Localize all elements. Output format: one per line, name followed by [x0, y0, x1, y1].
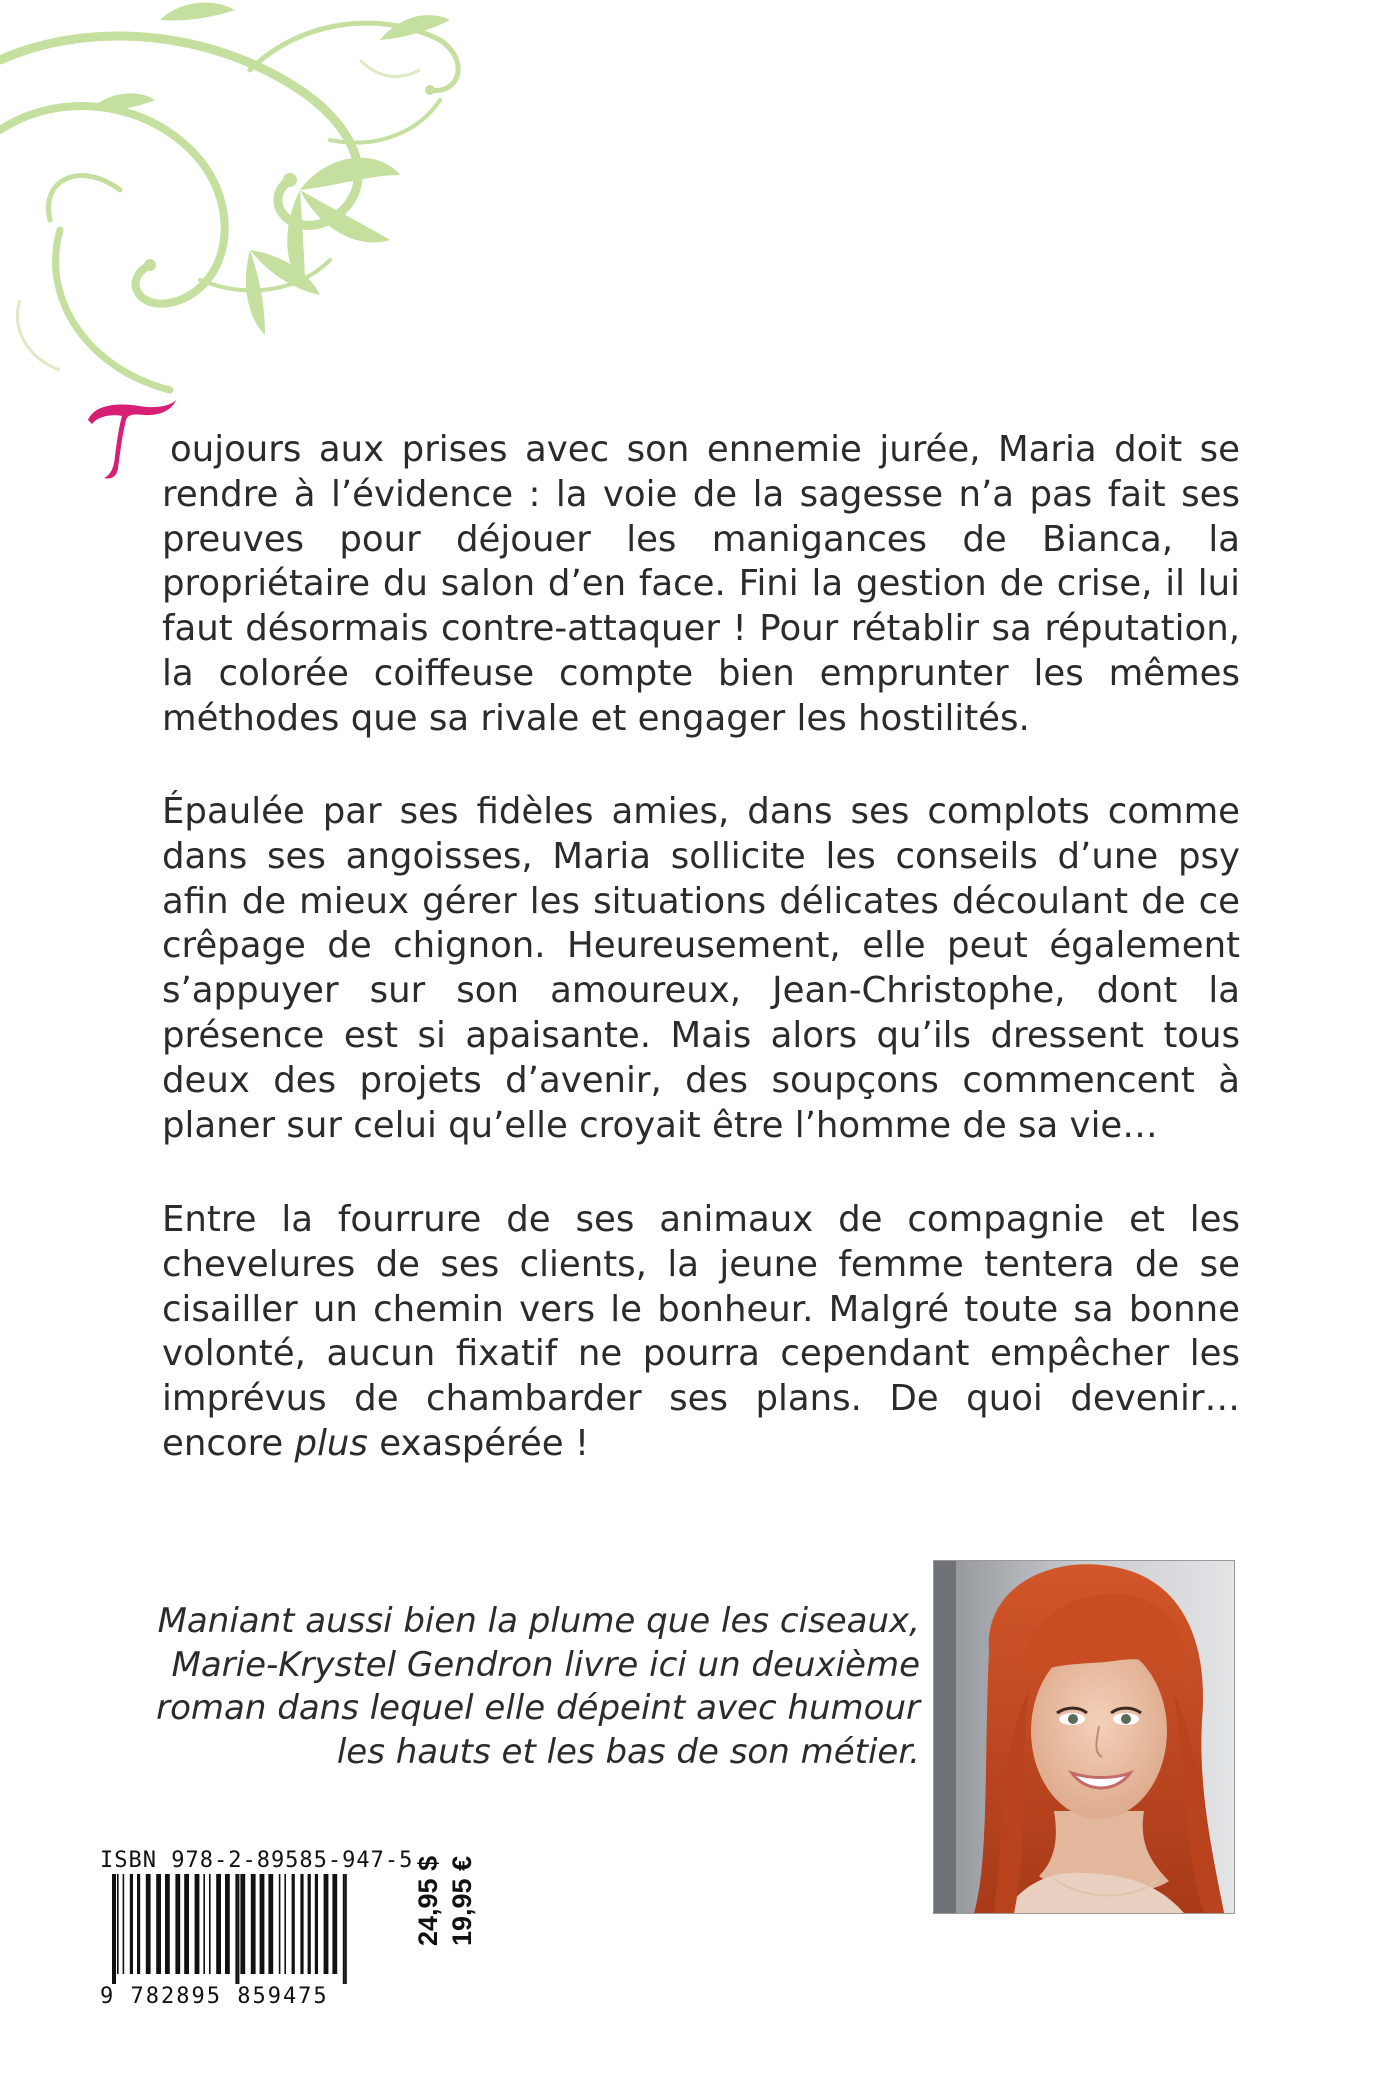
barcode-bar	[146, 1874, 151, 1974]
barcode-bar	[175, 1874, 180, 1974]
barcode-bar	[216, 1874, 221, 1974]
dropcap-text: T	[131, 456, 132, 457]
barcode-bar	[117, 1874, 119, 1974]
blurb-paragraph-1-text: oujours aux prises avec son ennemie jurée, Maria doit se rendre à l’évidence : la voie de la sagesse n’a pas fait ses preuves pour déjouer les manigances de Bianca, la propriétaire du salon d’en face. Fini la gestion de crise, il lui faut désormais contre-attaquer ! Pour rétablir sa réputation, la colorée coiffeuse compte bien emprunter les mêmes méthodes que sa rivale et engager les hostilités.	[162, 429, 1240, 739]
blurb-emphasis: plus	[294, 1422, 368, 1464]
price-cad: 24,95 $	[413, 1855, 443, 1946]
barcode-bar	[279, 1874, 281, 1974]
barcode-bar	[332, 1874, 337, 1974]
barcode-icon	[110, 1874, 412, 1984]
author-blurb: Maniant aussi bien la plume que les ciseaux, Marie-Krystel Gendron livre ici un deuxième roman dans lequel elle dépeint avec humour les hauts et les bas de son métier.	[156, 1601, 920, 1772]
author-portrait	[933, 1560, 1235, 1914]
author-portrait-image	[934, 1561, 1234, 1913]
blurb-paragraph-3	[162, 1198, 1240, 1467]
barcode-bar	[251, 1874, 256, 1974]
barcode-bar	[308, 1874, 311, 1974]
isbn-label: ISBN 978-2-89585-947-5	[100, 1848, 414, 1873]
barcode-bar	[292, 1874, 295, 1974]
blurb-paragraph-3-start: Entre la fourrure de ses animaux de compagnie et les chevelures de ses clients, la jeune femme tentera de se cisailler un chemin vers le bonheur. Malgré toute sa bonne volonté, aucun fixatif ne pourra cependant empêcher les imprévus de chambarder ses plans. De quoi devenir… encore	[162, 1199, 1240, 1464]
barcode-guard-bar	[235, 1874, 237, 1984]
barcode-bar	[184, 1874, 189, 1974]
floral-swirl-icon	[0, 0, 470, 400]
barcode-bar	[225, 1874, 230, 1974]
barcode-bar	[324, 1874, 329, 1974]
barcode-bar	[203, 1874, 205, 1974]
barcode-bar	[240, 1874, 245, 1974]
blurb-paragraph-1	[162, 428, 1240, 742]
barcode-bar	[300, 1874, 303, 1974]
barcode-bar	[130, 1874, 133, 1974]
barcode-bar	[123, 1874, 125, 1974]
blurb-paragraph-3-end: exaspérée !	[367, 1422, 590, 1464]
barcode-bar	[209, 1874, 211, 1974]
barcode-bar	[137, 1874, 140, 1974]
blurb-paragraph-2: Épaulée par ses fidèles amies, dans ses complots comme dans ses angoisses, Maria sollicite les conseils d’une psy afin de mieux gérer les situations délicates découlant de ce crêpage de chignon. Heureusement, elle peut également s’appuyer sur son amoureux, Jean-Christophe, dont la présence est si apaisante. Mais alors qu’ils dressent tous deux des projets d’avenir, des soupçons commencent à planer sur celui qu’elle croyait être l’homme de sa vie…	[162, 791, 1240, 1146]
barcode-guard-bar	[114, 1874, 116, 1984]
barcode-bar	[156, 1874, 161, 1974]
barcode-guard-bar	[345, 1874, 347, 1984]
barcode-bar	[260, 1874, 265, 1974]
barcode-bar	[195, 1874, 200, 1974]
barcode-bar	[268, 1874, 273, 1974]
barcode-guard-bar	[237, 1874, 239, 1984]
barcode-guard-bar	[343, 1874, 345, 1984]
barcode-bar	[165, 1874, 170, 1974]
barcode-digits: 9 782895 859475	[100, 1984, 329, 2009]
barcode-bar	[284, 1874, 286, 1974]
barcode-guard-bar	[112, 1874, 114, 1984]
barcode-bar	[315, 1874, 318, 1974]
price-eur: 19,95 €	[447, 1855, 477, 1946]
